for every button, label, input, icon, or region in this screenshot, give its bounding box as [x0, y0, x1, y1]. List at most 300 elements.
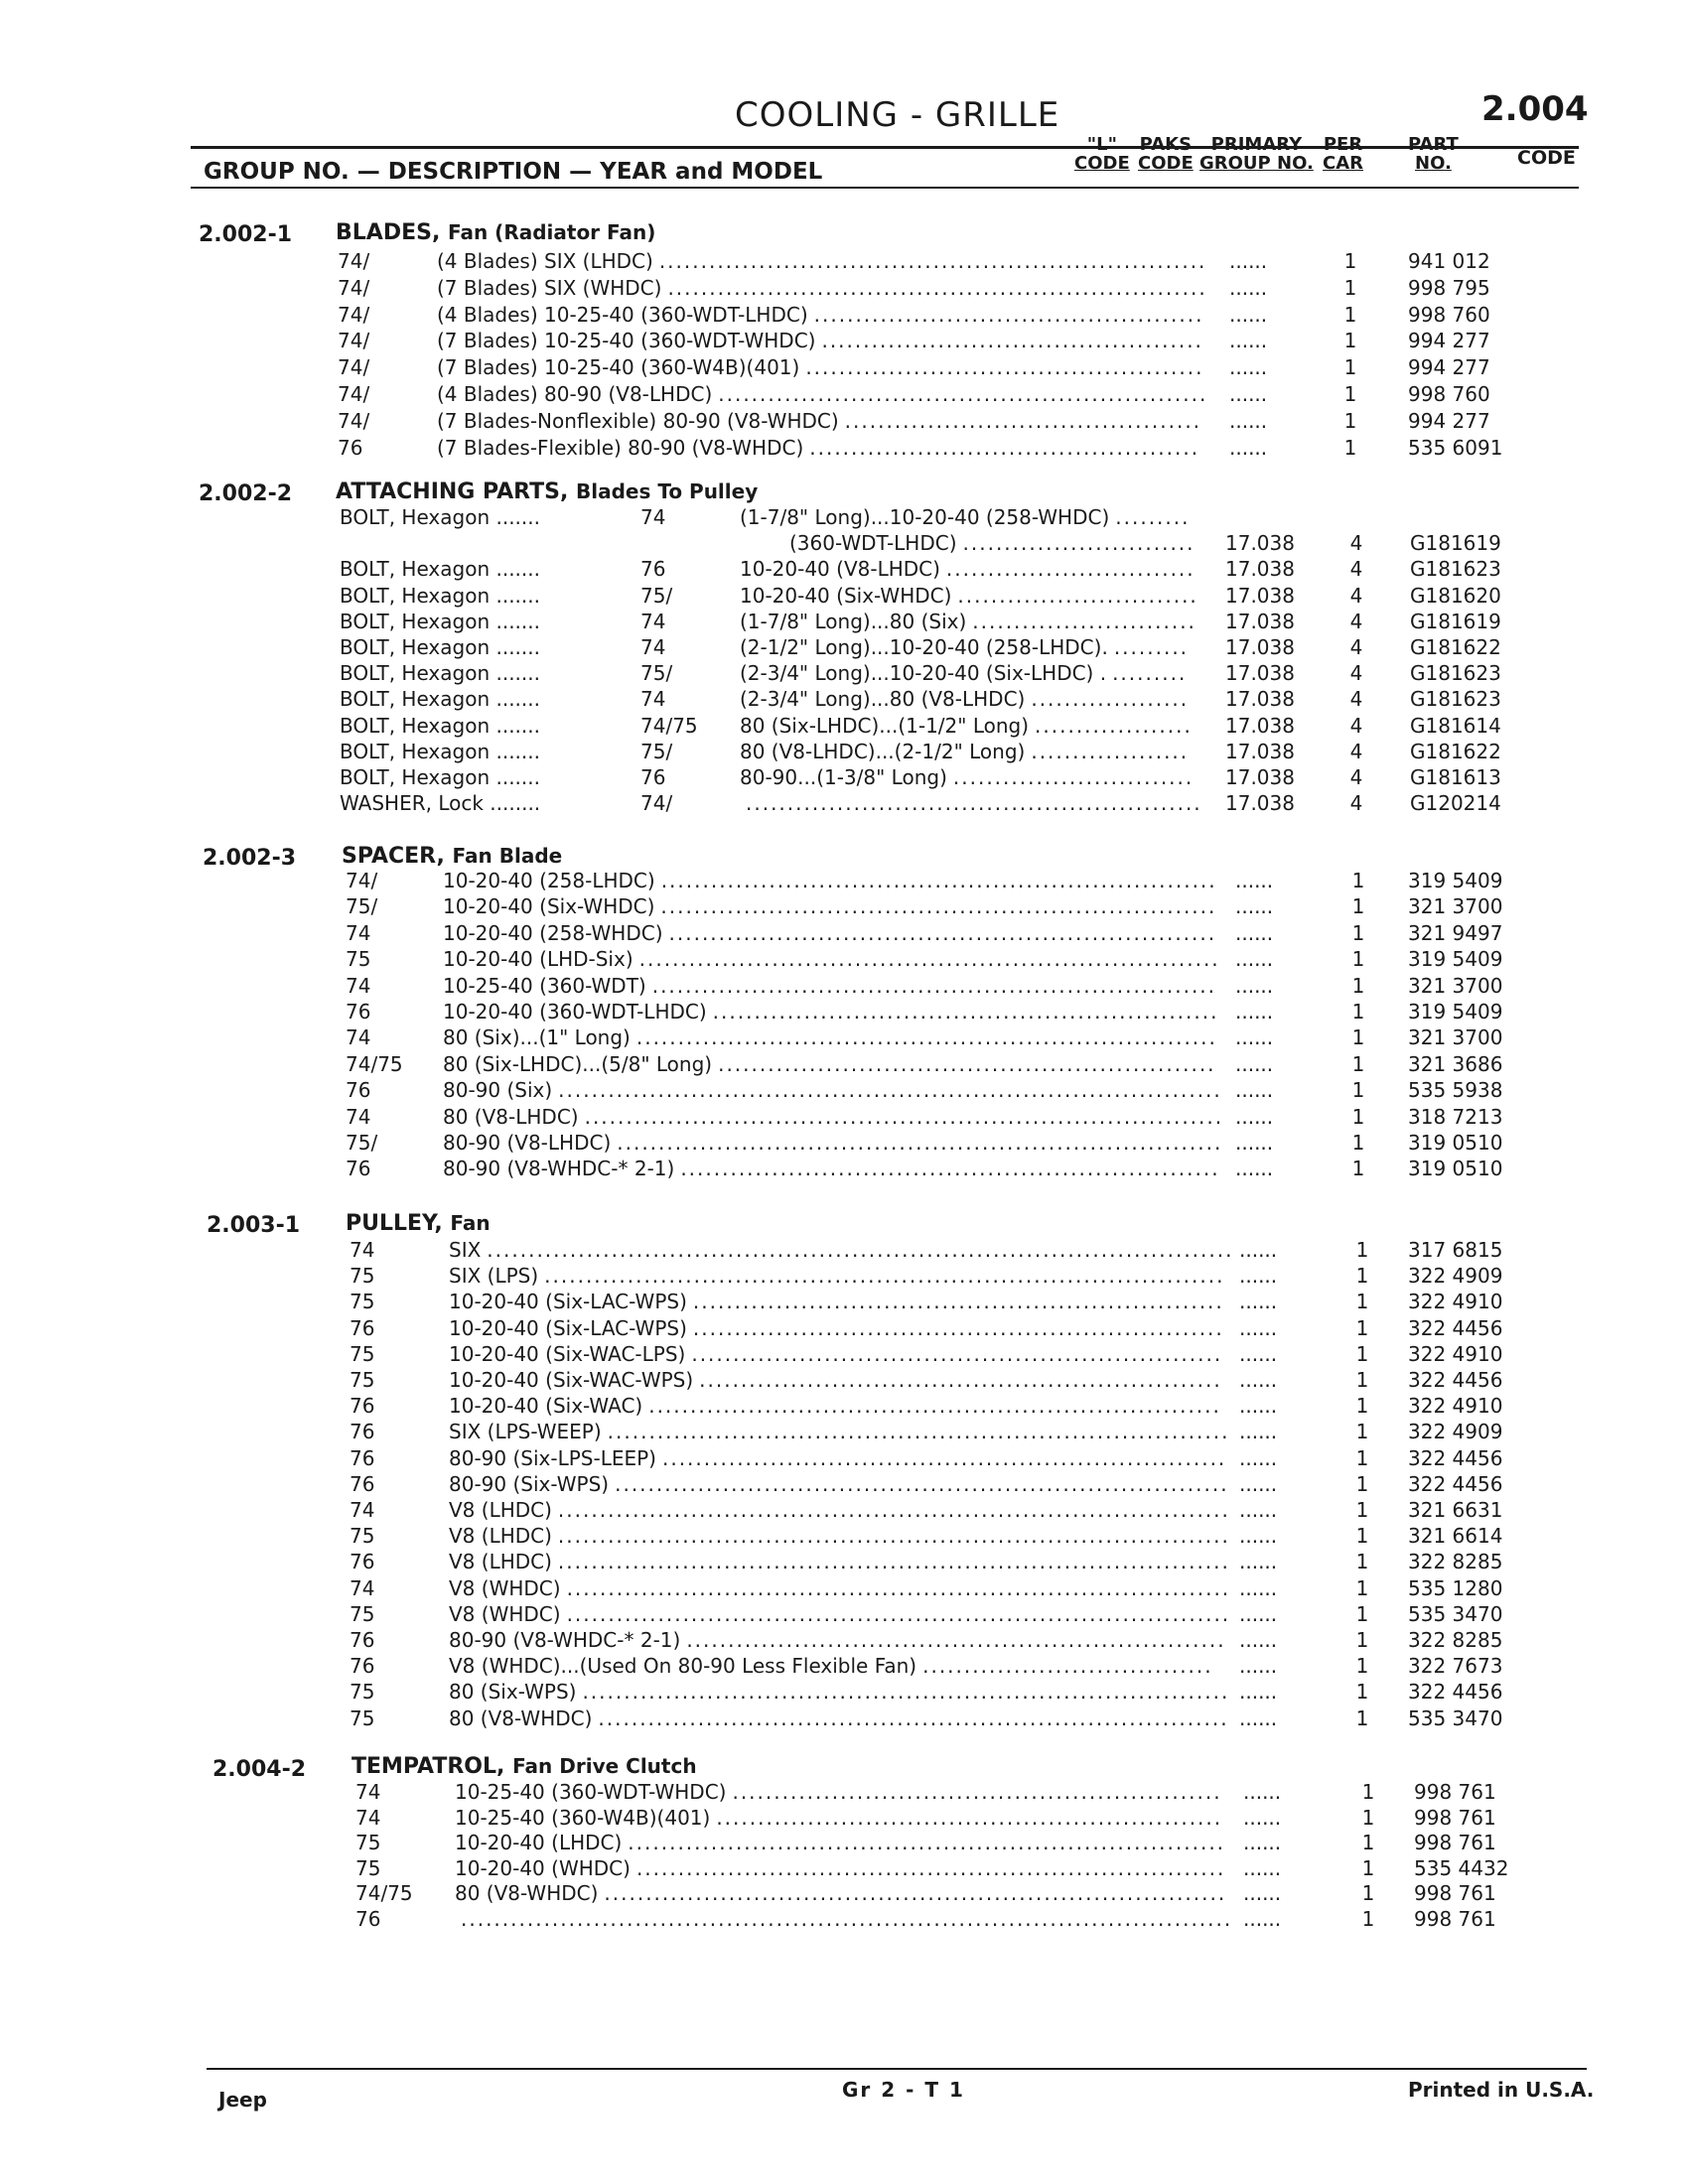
column-header-primary-group: PRIMARY GROUP NO.	[1199, 134, 1314, 174]
per-car: 1	[1351, 920, 1365, 945]
primary-group-no: ......	[1235, 1051, 1274, 1076]
leader-dots: ................................................	[805, 355, 1204, 380]
primary-group-no: ......	[1229, 408, 1268, 433]
leader-dots: ......................................................................	[638, 947, 1220, 972]
primary-group-no: ......	[1243, 1831, 1282, 1855]
row-description: 10-20-40 (Six-LAC-WPS)	[449, 1315, 687, 1340]
per-car: 1	[1351, 973, 1365, 998]
table-row	[0, 530, 1688, 556]
table-row	[0, 302, 1688, 328]
part-number: 322 8285	[1408, 1550, 1503, 1574]
column-header-per-car: PER CAR	[1323, 134, 1364, 174]
table-row	[0, 1830, 1688, 1855]
part-number: 322 4910	[1408, 1290, 1503, 1314]
group-title: SPACER, Fan Blade	[342, 844, 563, 869]
primary-group-no: ......	[1235, 947, 1274, 972]
per-car: 4	[1349, 687, 1363, 712]
table-row	[0, 1024, 1688, 1050]
part-number: 322 4456	[1408, 1368, 1503, 1392]
row-description: 80 (Six-LHDC)...(1-1/2" Long)	[740, 713, 1030, 738]
part-name: BOLT, Hexagon .......	[340, 635, 540, 659]
leader-dots: .........................................................................	[617, 1131, 1223, 1155]
row-year: 75	[350, 1601, 375, 1626]
table-row	[0, 1855, 1688, 1881]
part-number: 322 4456	[1408, 1471, 1503, 1496]
row-description: SIX (LPS-WEEP)	[449, 1420, 602, 1444]
table-row	[0, 1289, 1688, 1314]
leader-dots: .....................................................................	[648, 1394, 1221, 1419]
leader-dots: ........................................................................	[628, 1831, 1226, 1855]
table-row	[0, 556, 1688, 582]
leader-dots: ...............................................	[813, 302, 1204, 327]
primary-group-no: ......	[1235, 973, 1274, 998]
table-row	[0, 920, 1688, 946]
row-year: 74/75	[346, 1051, 403, 1076]
row-year: 76	[346, 1000, 371, 1024]
part-number: 318 7213	[1408, 1104, 1503, 1129]
leader-dots: .............................................................	[716, 1805, 1223, 1830]
part-number: 535 6091	[1408, 435, 1503, 460]
leader-dots: ..................................................................	[658, 249, 1207, 273]
part-number: 535 3470	[1408, 1706, 1503, 1730]
leader-dots: ...................	[1031, 739, 1190, 763]
part-name: BOLT, Hexagon .......	[340, 661, 540, 686]
part-number: G120214	[1410, 791, 1501, 816]
row-year: 76	[350, 1628, 375, 1652]
part-number: 321 6631	[1408, 1498, 1503, 1522]
group-title: ATTACHING PARTS, Blades To Pulley	[336, 479, 759, 504]
column-header-l-code: "L" CODE	[1074, 134, 1130, 174]
per-car: 1	[1355, 1238, 1369, 1262]
group-number: 2.002-2	[199, 481, 293, 506]
page-number: 2.004	[1481, 89, 1589, 129]
row-year: 74	[640, 609, 666, 633]
row-year: 75	[350, 1341, 375, 1366]
row-description: 80-90...(1-3/8" Long)	[740, 765, 947, 789]
leader-dots: ....................................................................	[651, 973, 1217, 998]
part-number: 535 1280	[1408, 1575, 1503, 1600]
leader-dots: .............................	[952, 765, 1195, 789]
per-car: 1	[1355, 1471, 1369, 1496]
row-year: 75	[350, 1368, 375, 1392]
table-row	[0, 713, 1688, 739]
row-description: 80-90 (V8-WHDC-* 2-1)	[443, 1157, 675, 1181]
primary-group-no: ......	[1235, 920, 1274, 945]
part-number: 319 0510	[1408, 1131, 1503, 1155]
part-number: 322 4910	[1408, 1341, 1503, 1366]
row-year: 75/	[640, 739, 673, 763]
group-number: 2.004-2	[212, 1757, 307, 1782]
per-car: 4	[1349, 609, 1363, 633]
per-car: 1	[1351, 1000, 1365, 1024]
primary-group-no: ......	[1239, 1524, 1278, 1549]
row-description: (4 Blades) SIX (LHDC)	[437, 249, 653, 273]
part-number: 535 3470	[1408, 1601, 1503, 1626]
primary-group-no: ......	[1239, 1445, 1278, 1470]
part-number: 998 760	[1408, 302, 1490, 327]
row-description: 80-90 (Six-WPS)	[449, 1471, 610, 1496]
primary-group-no: ......	[1243, 1855, 1282, 1880]
leader-dots: .................................................................................	[557, 1524, 1230, 1549]
part-number: 321 3700	[1408, 1025, 1503, 1050]
primary-group-no: 17.038	[1225, 765, 1295, 789]
primary-group-no: ......	[1235, 1104, 1274, 1129]
leader-dots: ...................................	[922, 1654, 1213, 1679]
row-description: 10-20-40 (258-WHDC)	[443, 920, 663, 945]
primary-group-no: 17.038	[1225, 609, 1295, 633]
row-description: 10-20-40 (LHD-Six)	[443, 947, 633, 972]
row-year: 74	[350, 1238, 375, 1262]
row-year: 74/	[338, 382, 370, 406]
part-number: 994 277	[1408, 408, 1490, 433]
primary-group-no: ......	[1235, 1078, 1274, 1103]
row-description: (2-3/4" Long)...10-20-40 (Six-LHDC) .	[740, 661, 1107, 686]
table-row	[0, 275, 1688, 301]
primary-group-no: ......	[1239, 1680, 1278, 1705]
row-description: 80 (Six)...(1" Long)	[443, 1025, 631, 1050]
per-car: 1	[1343, 408, 1357, 433]
part-number: G181623	[1410, 661, 1501, 686]
part-number: 322 4456	[1408, 1315, 1503, 1340]
row-year: 74/75	[640, 713, 698, 738]
part-number: 941 012	[1408, 249, 1490, 273]
primary-group-no: ......	[1229, 435, 1268, 460]
row-year: 76	[350, 1445, 375, 1470]
per-car: 4	[1349, 557, 1363, 582]
part-number: G181613	[1410, 765, 1501, 789]
row-description: 10-20-40 (Six-WAC)	[449, 1394, 643, 1419]
page-title: COOLING - GRILLE	[735, 95, 1060, 135]
per-car: 4	[1349, 713, 1363, 738]
row-description: 10-20-40 (360-WDT-LHDC)	[443, 1000, 707, 1024]
part-number: 322 8285	[1408, 1628, 1503, 1652]
header-rule-bottom	[191, 187, 1579, 189]
table-row	[0, 1104, 1688, 1130]
part-number: G181620	[1410, 583, 1501, 608]
per-car: 1	[1355, 1315, 1369, 1340]
part-number: G181619	[1410, 609, 1501, 633]
per-car: 1	[1355, 1628, 1369, 1652]
group-title: BLADES, Fan (Radiator Fan)	[336, 220, 656, 245]
primary-group-no: ......	[1239, 1706, 1278, 1730]
row-description: (2-1/2" Long)...10-20-40 (258-LHDC).	[740, 635, 1108, 659]
row-description: (1-7/8" Long)...80 (Six)	[740, 609, 967, 633]
part-name: WASHER, Lock ........	[340, 791, 541, 816]
part-number: 994 277	[1408, 329, 1490, 353]
leader-dots: ..................................................................	[668, 920, 1217, 945]
primary-group-no: ......	[1235, 869, 1274, 892]
primary-group-no: ......	[1235, 1131, 1274, 1155]
row-description: 10-20-40 (V8-LHDC)	[740, 557, 940, 582]
row-year: 75	[350, 1290, 375, 1314]
row-year: 76	[350, 1654, 375, 1679]
table-row	[0, 1805, 1688, 1831]
table-row	[0, 1523, 1688, 1549]
per-car: 1	[1355, 1706, 1369, 1730]
row-year: 74	[640, 635, 666, 659]
part-name: BOLT, Hexagon .......	[340, 609, 540, 633]
primary-group-no: ......	[1239, 1471, 1278, 1496]
table-row	[0, 435, 1688, 461]
part-number: 322 4456	[1408, 1680, 1503, 1705]
leader-dots: ..........................................................................	[615, 1471, 1229, 1496]
leader-dots: ...........................................................	[718, 382, 1208, 406]
primary-group-no: ......	[1239, 1654, 1278, 1679]
part-number: G181622	[1410, 635, 1501, 659]
primary-group-no: ......	[1239, 1550, 1278, 1574]
row-description: 10-20-40 (LHDC)	[455, 1831, 623, 1855]
leader-dots: ................................................................................	[558, 1078, 1222, 1103]
leader-dots: ................................................................	[691, 1341, 1223, 1366]
row-description: 80 (Six-LHDC)...(5/8" Long)	[443, 1051, 713, 1076]
row-description: 80 (V8-WHDC)	[449, 1706, 593, 1730]
part-number: G181623	[1410, 557, 1501, 582]
part-number: 319 5409	[1408, 1000, 1503, 1024]
leader-dots: ...........................................	[844, 408, 1202, 433]
table-row	[0, 1237, 1688, 1263]
table-row	[0, 583, 1688, 609]
row-year: 74	[346, 1025, 371, 1050]
table-row	[0, 609, 1688, 634]
part-number: 535 5938	[1408, 1078, 1503, 1103]
primary-group-no: 17.038	[1225, 583, 1295, 608]
leader-dots: ..............................	[945, 557, 1196, 582]
primary-group-no: 17.038	[1225, 635, 1295, 659]
row-year: 76	[338, 435, 363, 460]
per-car: 1	[1361, 1780, 1375, 1804]
row-description: (2-3/4" Long)...80 (V8-LHDC)	[740, 687, 1026, 712]
table-row	[0, 1627, 1688, 1653]
table-row	[0, 790, 1688, 816]
table-row	[0, 634, 1688, 660]
table-row	[0, 328, 1688, 353]
primary-group-no: ......	[1239, 1575, 1278, 1600]
table-row	[0, 1263, 1688, 1289]
row-description: (4 Blades) 10-25-40 (360-WDT-LHDC)	[437, 302, 808, 327]
group-number: 2.002-3	[203, 846, 297, 871]
per-car: 1	[1355, 1394, 1369, 1419]
leader-dots: ....................................................................	[661, 1445, 1227, 1470]
leader-dots: .................................................................................	[557, 1498, 1230, 1522]
leader-dots: .................................................................	[686, 1628, 1226, 1652]
leader-dots: .............................................................................................	[461, 1907, 1233, 1931]
primary-group-no: ......	[1229, 382, 1268, 406]
per-car: 1	[1343, 435, 1357, 460]
column-header-part-no: PART NO.	[1408, 134, 1459, 174]
per-car: 1	[1361, 1831, 1375, 1855]
row-description: V8 (WHDC)...(Used On 80-90 Less Flexible Fan)	[449, 1654, 917, 1679]
table-row	[0, 893, 1688, 919]
leader-dots: ...........................	[972, 609, 1196, 633]
row-description: 80 (V8-WHDC)	[455, 1881, 599, 1906]
part-number: 321 3700	[1408, 894, 1503, 919]
part-number: 998 761	[1414, 1831, 1496, 1855]
row-year: 75	[350, 1524, 375, 1549]
per-car: 1	[1355, 1654, 1369, 1679]
table-row	[0, 1575, 1688, 1601]
leader-dots: ...........................................................	[732, 1780, 1222, 1804]
part-name: BOLT, Hexagon .......	[340, 557, 540, 582]
leader-dots: ................................................................................	[566, 1575, 1231, 1600]
leader-dots: .........	[1115, 505, 1191, 529]
part-number: G181614	[1410, 713, 1501, 738]
primary-group-no: ......	[1243, 1907, 1282, 1931]
row-year: 76	[640, 557, 666, 582]
part-number: 321 3686	[1408, 1051, 1503, 1076]
table-row	[0, 1471, 1688, 1497]
column-header-code: CODE	[1517, 147, 1576, 169]
per-car: 1	[1343, 355, 1357, 380]
per-car: 1	[1351, 1025, 1365, 1050]
row-description: 10-25-40 (360-WDT-WHDC)	[455, 1780, 727, 1804]
row-year: 74/	[338, 275, 370, 300]
primary-group-no: ......	[1239, 1315, 1278, 1340]
table-row	[0, 408, 1688, 434]
leader-dots: ................................................................................	[566, 1601, 1231, 1626]
group-number: 2.003-1	[207, 1213, 301, 1238]
primary-group-no: ......	[1239, 1290, 1278, 1314]
primary-group-no: ......	[1239, 1628, 1278, 1652]
row-description: 80 (V8-LHDC)	[443, 1104, 579, 1129]
leader-dots: ...................................................................	[660, 869, 1217, 892]
per-car: 1	[1351, 1131, 1365, 1155]
row-year: 74	[355, 1805, 381, 1830]
row-description: 80-90 (V8-WHDC-* 2-1)	[449, 1628, 681, 1652]
row-year: 74/	[338, 329, 370, 353]
per-car: 1	[1343, 329, 1357, 353]
row-description: 10-20-40 (WHDC)	[455, 1855, 631, 1880]
row-description: (360-WDT-LHDC)	[789, 531, 957, 556]
row-year: 74/	[338, 408, 370, 433]
per-car: 1	[1351, 947, 1365, 972]
per-car: 1	[1351, 894, 1365, 919]
leader-dots: .........	[1112, 661, 1188, 686]
row-description: (7 Blades) 10-25-40 (360-W4B)(401)	[437, 355, 800, 380]
row-year: 76	[350, 1471, 375, 1496]
table-row	[0, 1906, 1688, 1932]
per-car: 1	[1343, 302, 1357, 327]
table-row	[0, 660, 1688, 686]
leader-dots: .............................................................	[712, 1000, 1219, 1024]
part-number: 322 4910	[1408, 1394, 1503, 1419]
leader-dots: .................................................................	[667, 275, 1207, 300]
leader-dots: .......................................................................	[635, 1855, 1226, 1880]
table-row	[0, 1653, 1688, 1679]
row-year: 74	[350, 1498, 375, 1522]
row-description: (7 Blades-Flexible) 80-90 (V8-WHDC)	[437, 435, 804, 460]
row-year: 76	[355, 1907, 381, 1931]
part-number: 998 761	[1414, 1881, 1496, 1906]
primary-group-no: 17.038	[1225, 739, 1295, 763]
per-car: 1	[1351, 1104, 1365, 1129]
row-year: 76	[346, 1078, 371, 1103]
primary-group-no: ......	[1229, 329, 1268, 353]
row-year: 74/	[338, 302, 370, 327]
row-year: 75	[350, 1264, 375, 1289]
table-row	[0, 1419, 1688, 1444]
footer-brand: Jeep	[218, 2088, 267, 2112]
leader-dots: ............................................................	[718, 1051, 1216, 1076]
per-car: 1	[1355, 1680, 1369, 1705]
table-row	[0, 999, 1688, 1024]
primary-group-no: ......	[1243, 1780, 1282, 1804]
per-car: 1	[1351, 1157, 1365, 1181]
primary-group-no: ......	[1235, 894, 1274, 919]
row-description: 80-90 (Six)	[443, 1078, 553, 1103]
leader-dots: ...................	[1031, 687, 1190, 712]
table-row	[0, 1445, 1688, 1471]
row-description: (4 Blades) 80-90 (V8-LHDC)	[437, 382, 713, 406]
row-year: 75	[350, 1706, 375, 1730]
per-car: 1	[1351, 1078, 1365, 1103]
part-number: G181623	[1410, 687, 1501, 712]
primary-group-no: ......	[1239, 1394, 1278, 1419]
table-row	[0, 1315, 1688, 1341]
leader-dots: ............................	[962, 531, 1196, 556]
per-car: 1	[1355, 1290, 1369, 1314]
primary-group-no: ......	[1229, 275, 1268, 300]
group-title: TEMPATROL, Fan Drive Clutch	[352, 1754, 697, 1779]
row-year: 75	[355, 1831, 381, 1855]
per-car: 1	[1361, 1855, 1375, 1880]
row-year: 74	[640, 687, 666, 712]
row-year: 74	[350, 1575, 375, 1600]
part-number: 321 3700	[1408, 973, 1503, 998]
row-description: V8 (WHDC)	[449, 1575, 561, 1600]
part-name: BOLT, Hexagon .......	[340, 765, 540, 789]
table-row	[0, 354, 1688, 380]
part-number: G181622	[1410, 739, 1501, 763]
primary-group-no: ......	[1239, 1498, 1278, 1522]
leader-dots: .................................................................	[680, 1157, 1220, 1181]
primary-group-no: ......	[1239, 1264, 1278, 1289]
row-year: 76	[350, 1315, 375, 1340]
per-car: 1	[1361, 1805, 1375, 1830]
table-row	[0, 946, 1688, 972]
per-car: 4	[1349, 739, 1363, 763]
leader-dots: .............................	[957, 583, 1198, 608]
group-title: PULLEY, Fan	[346, 1211, 491, 1236]
row-year: 76	[346, 1157, 371, 1181]
table-row	[0, 1077, 1688, 1103]
part-number: G181619	[1410, 531, 1501, 556]
primary-group-no: ......	[1235, 1025, 1274, 1050]
row-description: 80 (V8-LHDC)...(2-1/2" Long)	[740, 739, 1026, 763]
primary-group-no: 17.038	[1225, 713, 1295, 738]
row-year: 76	[350, 1394, 375, 1419]
primary-group-no: ......	[1239, 1341, 1278, 1366]
leader-dots: ...............................................	[809, 435, 1200, 460]
primary-group-no: 17.038	[1225, 531, 1295, 556]
table-row	[0, 764, 1688, 790]
row-description: 80-90 (Six-LPS-LEEP)	[449, 1445, 656, 1470]
column-header-paks-code: PAKS CODE	[1138, 134, 1194, 174]
table-row	[0, 739, 1688, 764]
leader-dots: ................................................................	[692, 1315, 1224, 1340]
leader-dots: ..........................................................................................	[487, 1238, 1234, 1262]
row-year: 74	[640, 505, 666, 529]
leader-dots: ............................................................................	[598, 1706, 1229, 1730]
per-car: 4	[1349, 583, 1363, 608]
row-description: (1-7/8" Long)...10-20-40 (258-WHDC)	[740, 505, 1110, 529]
per-car: 4	[1349, 531, 1363, 556]
primary-group-no: ......	[1243, 1881, 1282, 1906]
row-year: 75	[350, 1680, 375, 1705]
part-number: 998 761	[1414, 1907, 1496, 1931]
row-description: V8 (LHDC)	[449, 1550, 552, 1574]
part-name: BOLT, Hexagon .......	[340, 505, 540, 529]
row-description: 80-90 (V8-LHDC)	[443, 1131, 612, 1155]
